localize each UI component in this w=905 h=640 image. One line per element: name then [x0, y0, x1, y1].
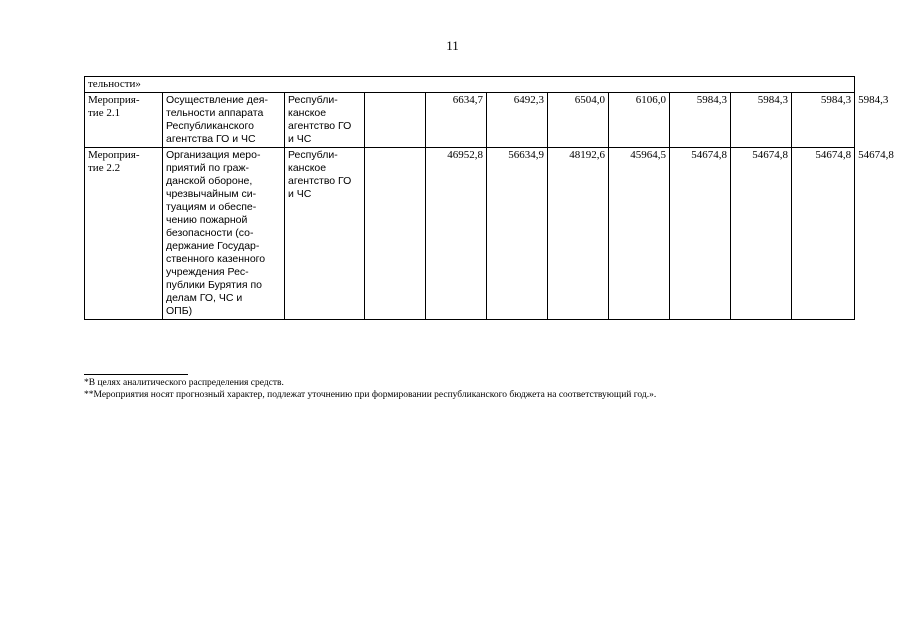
table-row: Мероприя- тие 2.1 Осуществление дея- тельности аппарата Республиканского агентства ГО и ЧС Республи- канское агентство ГО и ЧС 6634,7 6492,3 6504,0 6106,0 5984,3 5984,3 5984,3 5984,3 — [85, 93, 855, 148]
value-cell: 5984,3 — [792, 93, 855, 148]
empty-cell — [365, 148, 426, 320]
measure-name: Осуществление дея- тельности аппарата Республиканского агентства ГО и ЧС — [163, 93, 285, 148]
value-cell: 54674,8 — [670, 148, 731, 320]
measure-executor: Республи- канское агентство ГО и ЧС — [285, 148, 365, 320]
value-cell: 5984,3 — [670, 93, 731, 148]
measure-code: Мероприя- тие 2.2 — [85, 148, 163, 320]
footnote-2: **Мероприятия носят прогнозный характер, подлежат уточнению при формировании республиканского бюджета на соответствующий год.». — [84, 390, 657, 400]
continuation-row — [85, 77, 855, 93]
continuation-text: тельности» — [85, 77, 855, 93]
value-cell: 45964,5 — [609, 148, 670, 320]
measure-executor: Республи- канское агентство ГО и ЧС — [285, 93, 365, 148]
footnote-1: *В целях аналитического распределения средств. — [84, 378, 284, 388]
value-cell: 56634,9 — [487, 148, 548, 320]
value-cell: 6504,0 — [548, 93, 609, 148]
value-cell: 6634,7 — [426, 93, 487, 148]
value-cell: 48192,6 — [548, 148, 609, 320]
measure-code: Мероприя- тие 2.1 — [85, 93, 163, 148]
page-number: 11 — [446, 38, 459, 53]
empty-cell — [365, 93, 426, 148]
footnotes — [84, 377, 656, 401]
value-cell: 54674,8 — [792, 148, 855, 320]
value-cell: 54674,8 — [731, 148, 792, 320]
value-cell: 46952,8 — [426, 148, 487, 320]
footnote-divider — [84, 374, 188, 375]
measure-name: Организация меро- приятий по граж- данской обороне, чрезвычайным си- туациям и обеспе- чению пожарной безопасности (со- держание Государ- ственного казенного учреждения Рес- публики Бурятия по делам ГО, ЧС и ОПБ) — [163, 148, 285, 320]
value-cell: 5984,3 — [731, 93, 792, 148]
value-cell: 6492,3 — [487, 93, 548, 148]
table-row: Мероприя- тие 2.2 Организация меро- приятий по граж- данской обороне, чрезвычайным си- туациям и обеспе- чению пожарной безопасности (со- держание Государ- ственного казенного учреждения Рес- публики Бурятия по делам ГО, ЧС и ОПБ) Республи- канское агентство ГО и ЧС 46952,8 56634,9 48192,6 45964,5 54674,8 54674,8 54674,8 54674,8 — [85, 148, 855, 320]
value-cell: 6106,0 — [609, 93, 670, 148]
program-measures-table — [84, 76, 894, 320]
